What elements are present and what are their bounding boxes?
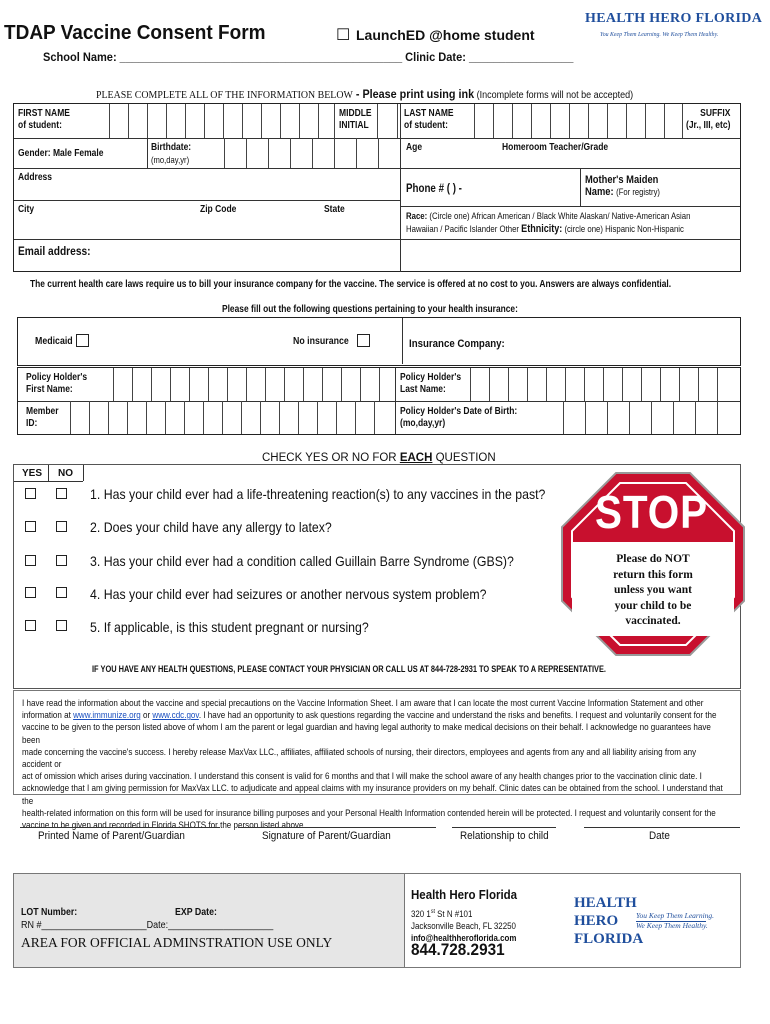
- member-id-label: Member ID:: [26, 406, 59, 429]
- holder-first-name-label: Policy Holder's First Name:: [26, 372, 88, 395]
- relationship-label: Relationship to child: [460, 830, 549, 842]
- company-address: 320 1st St N #101 Jacksonville Beach, FL 32250 info@healthheroflorida.com: [411, 909, 517, 943]
- last-name-label: LAST NAME of student:: [404, 108, 454, 131]
- company-name: Health Hero Florida: [411, 888, 518, 902]
- insurance-billing-note: The current health care laws require us to bill your insurance company for the vaccine. The service is offered at no cost to you. Answers are always confidential.: [30, 279, 672, 290]
- policy-holder-table: [17, 367, 741, 435]
- race-ethnicity: Race: (Circle one) African American / Black White Alaskan/ Native-American Asian Hawaiian / Pacific Islander Other Ethnicity: (circle one) Hispanic Non-Hispanic: [406, 211, 691, 235]
- yes-header: YES: [22, 468, 43, 479]
- gender-label: Gender: Male Female: [18, 148, 104, 159]
- q1-no-checkbox[interactable]: [56, 488, 67, 499]
- signature-line[interactable]: [238, 827, 436, 828]
- school-clinic-line: School Name: ______________________________________________ Clinic Date: _________________: [43, 52, 574, 64]
- question-4: 4. Has your child ever had seizures or another nervous system problem?: [90, 586, 487, 602]
- q4-yes-checkbox[interactable]: [25, 587, 36, 598]
- question-5: 5. If applicable, is this student pregnant or nursing?: [90, 619, 369, 635]
- insurance-company-label: Insurance Company:: [409, 338, 505, 350]
- date-label: Date: [649, 830, 670, 842]
- printed-name-label: Printed Name of Parent/Guardian: [38, 830, 185, 842]
- immunize-link[interactable]: www.immunize.org: [73, 709, 141, 721]
- insurance-prompt: Please fill out the following questions pertaining to your health insurance:: [222, 304, 518, 315]
- q2-yes-checkbox[interactable]: [25, 521, 36, 532]
- maiden-name-label: Mother's Maiden Name: (For registry): [585, 174, 660, 198]
- q2-no-checkbox[interactable]: [56, 521, 67, 532]
- address-label: Address: [18, 172, 53, 183]
- q3-no-checkbox[interactable]: [56, 555, 67, 566]
- zip-label: Zip Code: [200, 204, 237, 215]
- holder-last-name-cells[interactable]: [470, 368, 740, 401]
- middle-initial-label: MIDDLE INITIAL: [339, 108, 372, 131]
- question-2: 2. Does your child have any allergy to latex?: [90, 519, 332, 535]
- first-name-label: FIRST NAME of student:: [18, 108, 70, 131]
- instructions: [96, 87, 633, 101]
- no-insurance-checkbox[interactable]: [357, 334, 370, 347]
- header-logo-tagline: You Keep Them Learning. We Keep Them Healthy.: [600, 31, 719, 38]
- stop-sign-word: STOP: [595, 486, 709, 538]
- birthdate-cells[interactable]: [224, 138, 400, 168]
- relationship-line[interactable]: [452, 827, 556, 828]
- insurance-box: [17, 317, 741, 366]
- launched-label: LaunchED @home student: [356, 27, 535, 43]
- instructions-main: PLEASE COMPLETE ALL OF THE INFORMATION BELOW: [96, 89, 353, 101]
- middle-initial-cell[interactable]: [377, 104, 397, 138]
- question-1: 1. Has your child ever had a life-threatening reaction(s) to any vaccines in the past?: [90, 486, 546, 502]
- last-name-cells[interactable]: [474, 104, 682, 138]
- instructions-note: (Incomplete forms will not be accepted): [474, 90, 634, 101]
- city-label: City: [18, 204, 35, 215]
- official-use-title: AREA FOR OFFICIAL ADMINSTRATION USE ONLY: [21, 935, 333, 950]
- birthdate-label: Birthdate: (mo,day,yr): [151, 142, 192, 165]
- homeroom-label: Homeroom Teacher/Grade: [502, 142, 609, 153]
- questions-header: CHECK YES OR NO FOR EACH QUESTION: [262, 452, 496, 464]
- age-label: Age: [406, 142, 423, 153]
- email-label: Email address:: [18, 244, 91, 258]
- state-label: State: [324, 204, 345, 215]
- printed-name-line[interactable]: [20, 827, 220, 828]
- holder-dob-label: Policy Holder's Date of Birth: (mo,day,yr): [400, 406, 518, 429]
- launched-checkbox[interactable]: ☐: [336, 27, 351, 44]
- q1-yes-checkbox[interactable]: [25, 488, 36, 499]
- question-3: 3. Has your child ever had a condition called Guillain Barre Syndrome (GBS)?: [90, 553, 514, 569]
- page-title: TDAP Vaccine Consent Form: [4, 22, 266, 44]
- phone-label: Phone # ( ) -: [406, 183, 462, 195]
- instructions-ink: - Please print using ink: [352, 87, 475, 101]
- cdc-link[interactable]: www.cdc.gov: [152, 709, 199, 721]
- q4-no-checkbox[interactable]: [56, 587, 67, 598]
- date-line[interactable]: [584, 827, 740, 828]
- no-insurance-label: No insurance: [293, 336, 349, 347]
- company-phone: 844.728.2931: [411, 940, 505, 959]
- company-email[interactable]: info@healthheroflorida.com: [411, 933, 517, 943]
- suffix-label: SUFFIX (Jr., III, etc): [686, 108, 731, 131]
- exp-date-label: EXP Date:: [175, 907, 217, 918]
- q5-no-checkbox[interactable]: [56, 620, 67, 631]
- signature-label: Signature of Parent/Guardian: [262, 830, 391, 842]
- medicaid-checkbox[interactable]: [76, 334, 89, 347]
- lot-number-label: LOT Number:: [21, 907, 78, 918]
- holder-dob-cells[interactable]: [563, 401, 740, 434]
- q3-yes-checkbox[interactable]: [25, 555, 36, 566]
- company-logo: HEALTH HERO FLORIDA: [574, 895, 644, 947]
- student-info-table: [13, 103, 741, 272]
- first-name-cells[interactable]: [109, 104, 334, 138]
- company-logo-tagline: You Keep Them Learning. We Keep Them Healthy.: [636, 911, 715, 930]
- no-header: NO: [58, 468, 73, 479]
- member-id-cells[interactable]: [70, 401, 393, 434]
- holder-first-name-cells[interactable]: [113, 368, 393, 401]
- header-logo: HEALTH HERO FLORIDA: [585, 11, 763, 26]
- consent-text: I have read the information about the vaccine and special precautions on the Vaccine Information Sheet. I am aware that I can locate the most current Vaccine Information Statement and other information at www.immunize.org or www.cdc.gov. I have had an opportunity to ask questions regarding the vaccine and understand the risks and benefits. I request and voluntarily consent for the vaccine to be given to the person listed above of whom I am the parent or legal guardian and having legal authority to make medical decisions on their behalf. I acknowledge no guarantees have been made concerning the vaccine's success. I hereby release MaxVax LLC., affiliates, affiliated schools of nursing, their directors, employees and agents from any and all liability arising from any accident or act of omission which arises during vaccination. I understand this consent is valid for 6 months and that I will make the school aware of any health changes prior to the vaccination clinic date. I acknowledge that I am giving permission for MaxVax LLC. to adjudicate and appeal claims with my insurance providers on my behalf. Clinic dates can be obtained from the school. I understand that the health-related information on this form will be used for insurance billing purposes and your Personal Health Information contended herein will be protected. I request and voluntarily consent for the vaccine to be given and recorded in Florida SHOTS for the person listed above.: [22, 697, 723, 831]
- q5-yes-checkbox[interactable]: [25, 620, 36, 631]
- medicaid-label: Medicaid: [35, 336, 73, 347]
- stop-sign-message: Please do NOT return this form unless you want your child to be vaccinated.: [613, 553, 693, 627]
- holder-last-name-label: Policy Holder's Last Name:: [400, 372, 462, 395]
- contact-note: IF YOU HAVE ANY HEALTH QUESTIONS, PLEASE CONTACT YOUR PHYSICIAN OR CALL US AT 844-728-2931 TO SPEAK TO A REPRESENTATIVE.: [92, 664, 606, 675]
- rn-date-line: RN #_____________________Date:_____________________: [21, 920, 274, 931]
